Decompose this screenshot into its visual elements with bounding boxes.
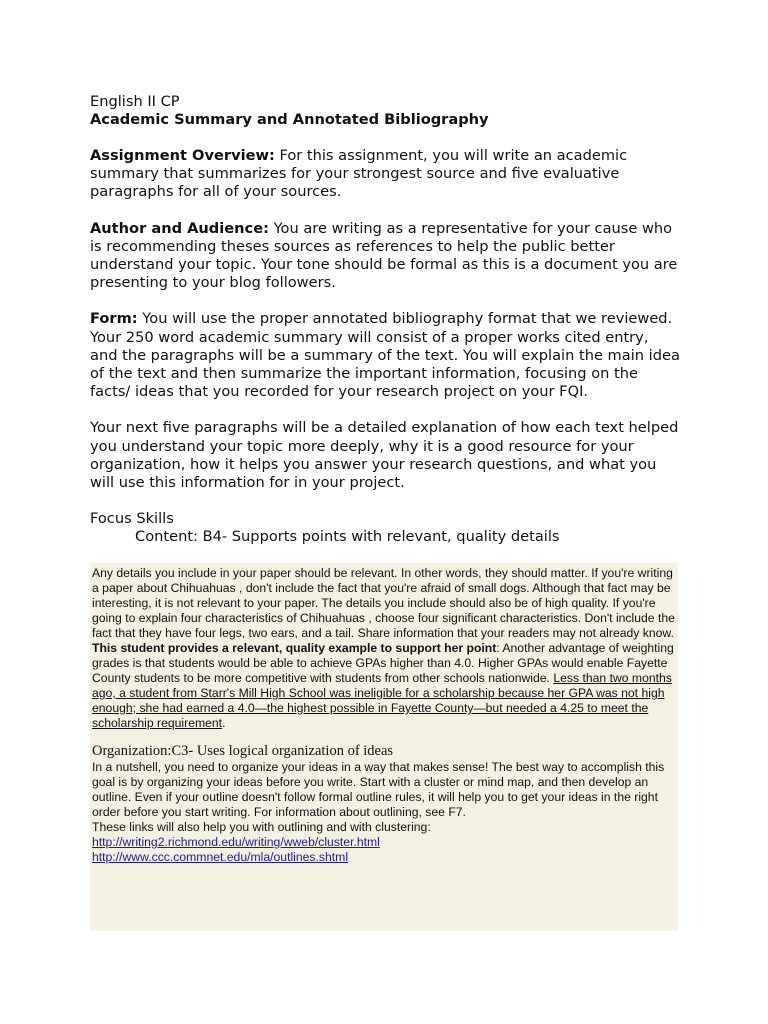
next-paragraphs-paragraph: Your next five paragraphs will be a detailed explanation of how each text helped you understand your topic more deeply, why it is a good resource for your organization, how it helps you answer your research questions, and what you will use this information for in your project. xyxy=(90,419,679,492)
course-title: English II CP xyxy=(90,93,180,110)
example-underlined-text: Less than two months ago, a student from Starr's Mill High School was ineligible for a scholarship because her GPA was not high enough; she had earned a 4.0—the highest possible in Fayette County—but needed a 4.25 to meet the scholarship requirement xyxy=(92,671,672,730)
audience-label: Author and Audience: xyxy=(90,219,269,237)
cluster-link[interactable]: http://writing2.richmond.edu/writing/wweb/cluster.html xyxy=(92,835,380,849)
audience-text: You are writing as a representative for your cause who is recommending theses sources as references to help the public better understand your topic. Your tone should be formal as this is a document you are presenting to your blog followers. xyxy=(90,219,678,292)
links-intro: These links will also help you with outlining and with clustering: xyxy=(92,820,431,834)
overview-text: For this assignment, you will write an academic summary that summarizes for your strongest source and five evaluative paragraphs for all of your sources. xyxy=(90,147,628,201)
focus-skills-heading: Focus Skills xyxy=(90,510,174,528)
example-paragraph xyxy=(92,641,678,731)
overview-label: Assignment Overview: xyxy=(90,147,275,164)
audience-paragraph xyxy=(90,220,680,293)
example-text: : Another advantage of weighting grades is that students would be able to achieve GPAs higher than 4.0. Higher GPAs would enable Fayette County students to be more competitive with students from other schools nationwide. xyxy=(92,641,674,685)
assignment-document xyxy=(90,93,680,546)
organization-heading: Organization:C3- Uses logical organization of ideas xyxy=(92,743,394,759)
organization-paragraph: In a nutshell, you need to organize your ideas in a way that makes sense! The best way to accomplish this goal is by organizing your ideas before you write. Start with a cluster or mind map, and then develop an outline. Even if your outline doesn't follow formal outline rules, it will help you to get your ideas in the right order before you start writing. For information about outlining, see F7. xyxy=(92,760,665,819)
form-text: You will use the proper annotated bibliography format that we reviewed. Your 250 word academic summary will consist of a proper works cited entry, and the paragraphs will be a summary of the text. You will explain the main idea of the text and then summarize the important information, focusing on the facts/ ideas that you recorded for your research project on your FQI. xyxy=(90,310,680,401)
skills-excerpt-panel xyxy=(90,563,678,931)
overview-paragraph xyxy=(90,147,680,202)
form-paragraph xyxy=(90,310,680,401)
outlines-link[interactable]: http://www.ccc.commnet.edu/mla/outlines.shtml xyxy=(92,850,349,864)
example-label: This student provides a relevant, quality example to support her point xyxy=(92,641,497,655)
example-end: . xyxy=(222,716,226,730)
page-title: Academic Summary and Annotated Bibliography xyxy=(90,111,489,128)
details-paragraph: Any details you include in your paper should be relevant. In other words, they should matter. If you're writing a paper about Chihuahuas , don't include the fact that you're afraid of small dogs. Although that fact may be interesting, it is not relevant to your paper. The details you include should also be of high quality. If you're going to explain four characteristics of Chihuahuas , choose four significant characteristics. Don't include the fact that they have four legs, two ears, and a tail. Share information that your readers may not already know. xyxy=(92,566,675,640)
content-skill-heading: Content: B4- Supports points with relevant, quality details xyxy=(135,528,560,546)
form-label: Form: xyxy=(90,310,138,328)
